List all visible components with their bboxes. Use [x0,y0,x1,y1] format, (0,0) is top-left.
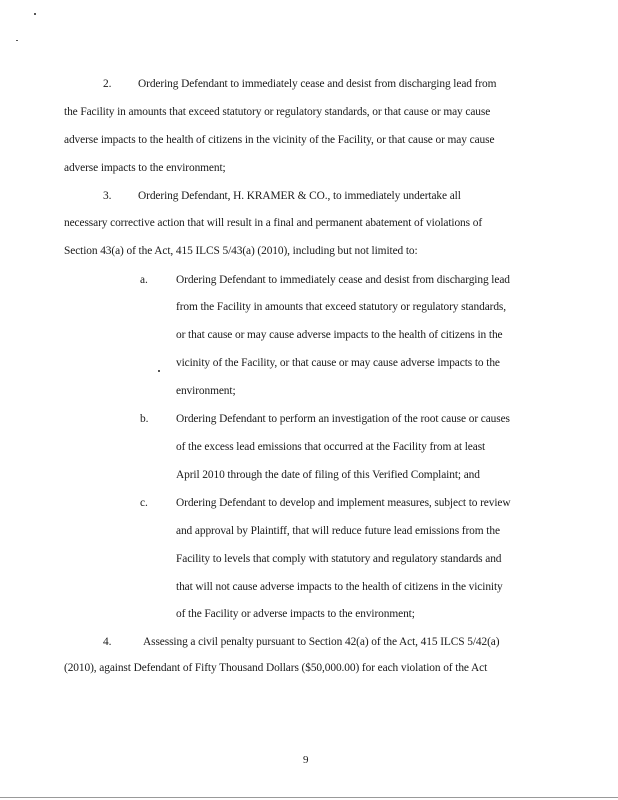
sub-item-a-line: Ordering Defendant to immediately cease and desist from discharging lead [176,274,510,286]
paragraph-2-first-line: Ordering Defendant to immediately cease and desist from discharging lead from [138,78,497,90]
sub-item-c-line: and approval by Plaintiff, that will reduce future lead emissions from the [176,525,500,537]
scan-edge [0,797,618,798]
sub-item-c-line: Facility to levels that comply with statutory and regulatory standards and [176,553,502,565]
sub-item-c-line: of the Facility or adverse impacts to the environment; [176,608,415,620]
paragraph-3-number: 3. [103,190,112,202]
sub-item-a-letter: a. [140,274,148,286]
sub-item-c-line: Ordering Defendant to develop and implement measures, subject to review [176,497,511,509]
sub-item-c-line: that will not cause adverse impacts to the health of citizens in the vicinity [176,581,503,593]
scan-speck [158,370,160,372]
scan-speck [16,40,18,41]
paragraph-3-first-line: Ordering Defendant, H. KRAMER & CO., to immediately undertake all [138,190,461,202]
paragraph-2-number: 2. [103,78,112,90]
sub-item-b-line: of the excess lead emissions that occurred at the Facility from at least [176,441,486,453]
page-number: 9 [303,754,309,766]
sub-item-a-line: or that cause or may cause adverse impacts to the health of citizens in the [176,329,503,341]
paragraph-3-line: Section 43(a) of the Act, 415 ILCS 5/43(a) (2010), including but not limited to: [64,245,418,257]
paragraph-2-line: the Facility in amounts that exceed statutory or regulatory standards, or that cause or may cause [64,106,491,118]
sub-item-b-letter: b. [140,413,149,425]
sub-item-a-line: environment; [176,385,236,397]
paragraph-4-first-line: Assessing a civil penalty pursuant to Section 42(a) of the Act, 415 ILCS 5/42(a) [143,636,500,648]
sub-item-b-line: Ordering Defendant to perform an investigation of the root cause or causes [176,413,510,425]
scan-speck [34,13,36,15]
sub-item-b-line: April 2010 through the date of filing of this Verified Complaint; and [176,469,480,481]
sub-item-c-letter: c. [140,497,148,509]
paragraph-2-line: adverse impacts to the environment; [64,162,226,174]
paragraph-4-number: 4. [103,636,112,648]
paragraph-3-line: necessary corrective action that will result in a final and permanent abatement of violations of [64,217,483,229]
sub-item-a-line: from the Facility in amounts that exceed statutory or regulatory standards, [176,301,507,313]
sub-item-a-line: vicinity of the Facility, or that cause or may cause adverse impacts to the [176,357,500,369]
paragraph-2-line: adverse impacts to the health of citizens in the vicinity of the Facility, or that cause or may cause [64,134,495,146]
paragraph-4-line: (2010), against Defendant of Fifty Thousand Dollars ($50,000.00) for each violation of the Act [64,662,488,674]
